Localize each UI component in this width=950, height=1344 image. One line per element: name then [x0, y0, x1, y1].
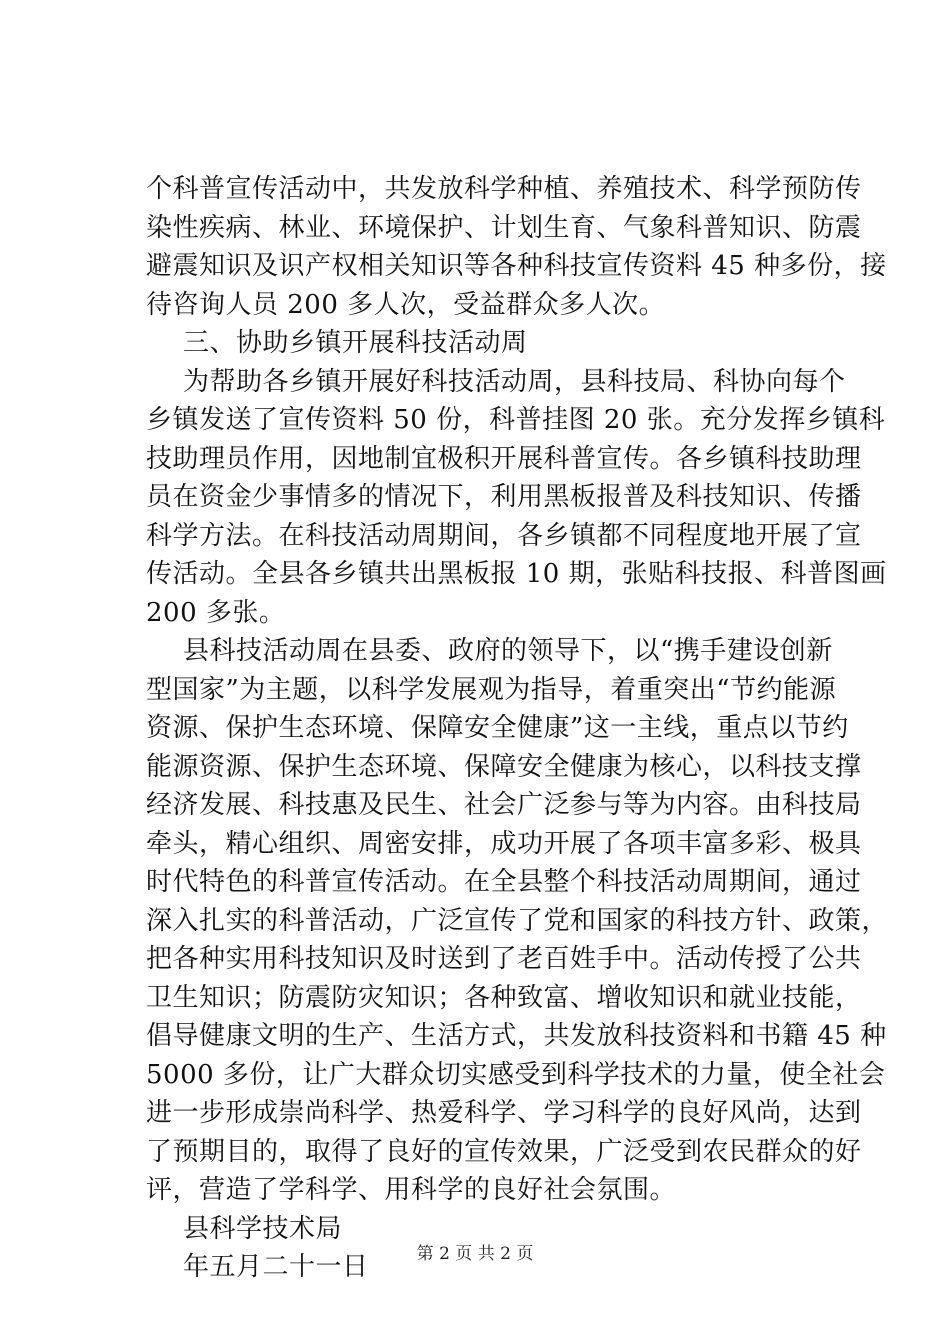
text-line: 传活动。全县各乡镇共出黑板报 10 期，张贴科技报、科普图画 [146, 559, 887, 589]
text-line: 县科技活动周在县委、政府的领导下，以“携手建设创新 [183, 636, 833, 666]
page-footer: 第 2 页 共 2 页 [416, 1244, 534, 1264]
text-line: 待咨询人员 200 多人次，受益群众多人次。 [146, 289, 666, 320]
text-line: 科学方法。在科技活动周期间，各乡镇都不同程度地开展了宣 [146, 520, 862, 551]
text-line: 深入扎实的科普活动，广泛宣传了党和国家的科技方针、政策， [146, 905, 889, 936]
text-line: 把各种实用科技知识及时送到了老百姓手中。活动传授了公共 [146, 944, 862, 974]
document-body [146, 170, 889, 1287]
text-line: 5000 多份，让广大群众切实感受到科学技术的力量，使全社会 [146, 1059, 886, 1090]
text-line: 牵头，精心组织、周密安排，成功开展了各项丰富多彩、极具 [146, 828, 862, 859]
text-line: 倡导健康文明的生产、生活方式，共发放科技资料和书籍 45 种 [146, 1021, 887, 1051]
text-line: 技助理员作用，因地制宜极积开展科普宣传。各乡镇科技助理 [146, 443, 862, 474]
text-line: 县科学技术局 [183, 1213, 343, 1244]
text-line: 了预期目的，取得了良好的宣传效果，广泛受到农民群众的好 [146, 1136, 862, 1167]
text-line: 能源资源、保护生态环境、保障安全健康为核心，以科技支撑 [146, 751, 862, 782]
text-line: 年五月二十一日 [183, 1252, 369, 1282]
text-line: 员在资金少事情多的情况下，利用黑板报普及科技知识、传播 [146, 482, 862, 512]
text-line: 避震知识及识产权相关知识等各种科技宣传资料 45 种多份，接 [146, 251, 887, 281]
text-line: 乡镇发送了宣传资料 50 份，科普挂图 20 张。充分发挥乡镇科 [146, 405, 886, 435]
text-line: 染性疾病、林业、环境保护、计划生育、气象科普知识、防震 [146, 212, 862, 243]
text-line: 进一步形成崇尚科学、热爱科学、学习科学的良好风尚，达到 [146, 1098, 862, 1128]
text-line: 资源、保护生态环境、保障安全健康”这一主线，重点以节约 [146, 713, 849, 743]
text-line: 个科普宣传活动中，共发放科学种植、养殖技术、科学预防传 [146, 174, 862, 204]
text-line: 卫生知识；防震防灾知识；各种致富、增收知识和就业技能， [146, 982, 862, 1013]
text-line: 三、协助乡镇开展科技活动周 [183, 328, 528, 358]
text-line: 评，营造了学科学、用科学的良好社会氛围。 [146, 1175, 677, 1205]
text-line: 经济发展、科技惠及民生、社会广泛参与等为内容。由科技局 [146, 790, 862, 820]
text-line: 为帮助各乡镇开展好科技活动周，县科技局、科协向每个 [183, 366, 846, 397]
text-line: 200 多张。 [146, 597, 286, 628]
text-line: 时代特色的科普宣传活动。在全县整个科技活动周期间，通过 [146, 867, 862, 897]
text-line: 型国家”为主题，以科学发展观为指导，着重突出“节约能源 [146, 674, 837, 705]
